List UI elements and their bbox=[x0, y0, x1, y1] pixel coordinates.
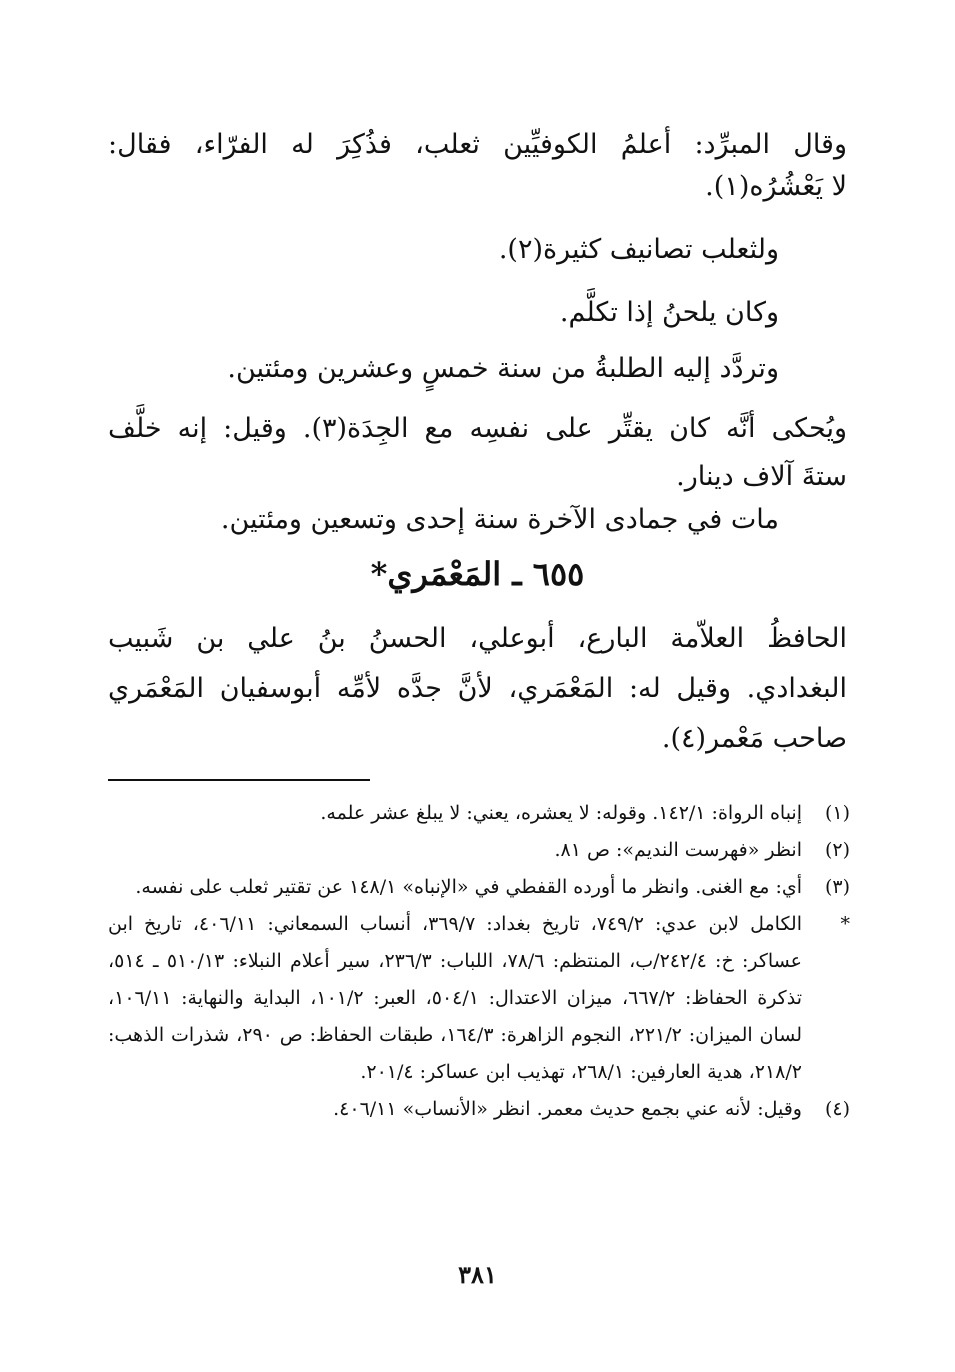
footnote-marker: * bbox=[840, 913, 850, 936]
paragraph-students: وتردَّد إليه الطلبةُ من سنة خمسٍ وعشرين ومئتين. bbox=[227, 353, 779, 384]
bio-line-2: البغدادي. وقيل له: المَعْمَري، لأنَّ جدَّه لأمِّه أبوسفيان المَعْمَري bbox=[108, 673, 847, 704]
footnote-marker: (٤) bbox=[824, 1098, 850, 1121]
footnote-3 bbox=[108, 869, 850, 906]
footnotes bbox=[108, 795, 850, 1128]
footnote-separator bbox=[108, 779, 370, 781]
footnote-text: أي: مع الغنى. وانظر ما أورده القفطي في «الإنباه» ١٤٨/١ عن تقتير ثعلب على نفسه. bbox=[135, 876, 802, 899]
footnote-text: وقيل: لأنه عني بجمع حديث معمر. انظر «الأنساب» ٤٠٦/١١. bbox=[333, 1098, 802, 1121]
footnote-marker: (٢) bbox=[824, 839, 850, 862]
footnote-4 bbox=[108, 1091, 850, 1128]
paragraph-frugal-cont: ستةَ آلاف دينار. bbox=[676, 461, 847, 492]
paragraph-mubarrad: وقال المبرِّد: أعلمُ الكوفيِّين ثعلب، فذُكِرَ له الفرّاء، فقال: bbox=[108, 129, 847, 160]
paragraph-lahn: وكان يلحنُ إذا تكلَّم. bbox=[559, 297, 779, 328]
footnote-text: إنباه الرواة: ١٤٢/١. وقوله: لا يعشره، يعني: لا يبلغ عشر علمه. bbox=[320, 802, 802, 824]
footnote-1 bbox=[108, 795, 850, 832]
footnote-marker: (١) bbox=[824, 802, 850, 824]
paragraph-frugal: ويُحكى أنَّه كان يقتِّر على نفسِه مع الجِدَة(٣). وقيل: إنه خلَّف bbox=[108, 413, 847, 444]
bio-line-3: صاحب مَعْمر(٤). bbox=[661, 723, 847, 754]
bio-line-1: الحافظُ العلاّمة البارع، أبوعلي، الحسنُ بنُ علي بن شَبيب bbox=[108, 623, 847, 654]
footnote-text: انظر «فهرست النديم»: ص ٨١. bbox=[554, 839, 802, 862]
footnote-marker: (٣) bbox=[824, 876, 850, 899]
paragraph-mubarrad-cont: لا يَعْشُرُه(١). bbox=[705, 171, 847, 202]
paragraph-works: ولثعلب تصانيف كثيرة(٢). bbox=[498, 234, 779, 265]
footnote-sources bbox=[108, 906, 850, 1091]
entry-heading: ٦٥٥ ـ المَعْمَري* bbox=[370, 555, 585, 593]
paragraph-death: مات في جمادى الآخرة سنة إحدى وتسعين ومئتين. bbox=[220, 504, 779, 535]
footnote-2 bbox=[108, 832, 850, 869]
page-number: ٣٨١ bbox=[458, 1260, 497, 1289]
footnote-text: الكامل لابن عدي: ٧٤٩/٢، تاريخ بغداد: ٣٦٩/٧، أنساب السمعاني: ٤٠٦/١١، تاريخ ابن عساكر: خ: ٢٤٢/٤/ب، المنتظم: ٧٨/٦، اللباب: ٢٣٦/٣، سير أعلام النبلاء: ٥١٠/١٣ ـ ٥١٤، تذكرة الحفاظ: ٦٦٧/٢، ميزان الاعتدال: ٥٠٤/١، العبر: ١٠١/٢، البداية والنهاية: ١٠٦/١١، لسان الميزان: ٢٢١/٢، النجوم الزاهرة: ١٦٤/٣، طبقات الحفاظ: ص ٢٩٠، شذرات الذهب: ٢١٨/٢، هدية العارفين: ٢٦٨/١، تهذيب ابن عساكر: ٢٠١/٤. bbox=[108, 913, 803, 1084]
